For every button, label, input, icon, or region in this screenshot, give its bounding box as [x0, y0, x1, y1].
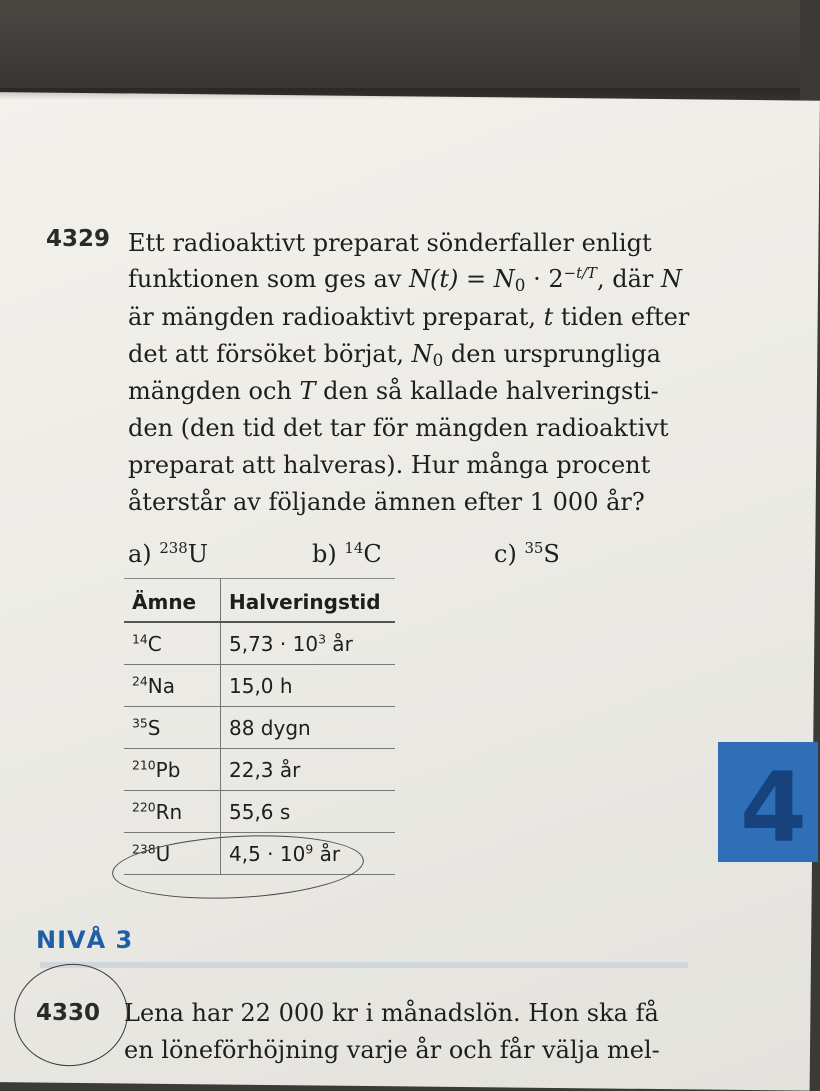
problem-text-line: funktionen som ges av $N(t) = N_0 \cdot 2^{-t/T}$, där N — [128, 264, 683, 296]
problem-text-line: återstår av följande ämnen efter 1 000 år? — [128, 488, 645, 516]
problem-text-line: mängden och T den så kallade halveringsti- — [128, 377, 659, 405]
problem-text-line: Ett radioaktivt preparat sönderfaller enligt — [128, 229, 652, 257]
problem-text-line: preparat att halveras). Hur många procent — [128, 451, 651, 479]
half-life-cell: 15,0 h — [221, 665, 396, 707]
substance-cell: $^{238}$U — [124, 833, 221, 875]
table-row — [124, 749, 395, 791]
column-header-half-life: Halveringstid — [221, 579, 396, 623]
half-life-cell: $4,5 \cdot 10^9$ år — [221, 833, 396, 875]
option-a: a) $^{238}$U — [128, 539, 208, 568]
half-life-cell: 22,3 år — [221, 749, 396, 791]
chapter-tab-number: 4 — [740, 752, 807, 864]
chapter-tab — [718, 742, 818, 862]
substance-cell: $^{14}$C — [124, 622, 221, 665]
table-row — [124, 707, 395, 749]
problem-text-line: den (den tid det tar för mängden radioaktivt — [128, 414, 669, 442]
substance-cell: $^{24}$Na — [124, 665, 221, 707]
half-life-cell: $5,73 \cdot 10^3$ år — [221, 622, 396, 665]
problem-number: 4329 — [46, 226, 111, 252]
problem-number: 4330 — [36, 1000, 101, 1026]
half-life-table — [124, 578, 395, 875]
table-row — [124, 665, 395, 707]
problem-text-line: en löneförhöjning varje år och får välja mel- — [124, 1036, 660, 1064]
table-row — [124, 622, 395, 665]
page-edge-shadow — [0, 88, 800, 100]
substance-cell: $^{210}$Pb — [124, 749, 221, 791]
problem-text-line: det att försöket börjat, $N_0$ den ursprungliga — [128, 340, 661, 371]
problem-text-line: är mängden radioaktivt preparat, t tiden efter — [128, 303, 690, 331]
table-header-row — [124, 579, 395, 623]
level-heading: NIVÅ 3 — [36, 926, 134, 954]
substance-cell: $^{35}$S — [124, 707, 221, 749]
substance-cell: $^{220}$Rn — [124, 791, 221, 833]
level-divider — [40, 962, 688, 968]
half-life-cell: 88 dygn — [221, 707, 396, 749]
table-row — [124, 791, 395, 833]
option-b: b) $^{14}$C — [312, 539, 382, 568]
option-c: c) $^{35}$S — [494, 539, 560, 568]
problem-text-line: Lena har 22 000 kr i månadslön. Hon ska få — [124, 999, 659, 1027]
half-life-cell: 55,6 s — [221, 791, 396, 833]
column-header-substance: Ämne — [124, 579, 221, 623]
